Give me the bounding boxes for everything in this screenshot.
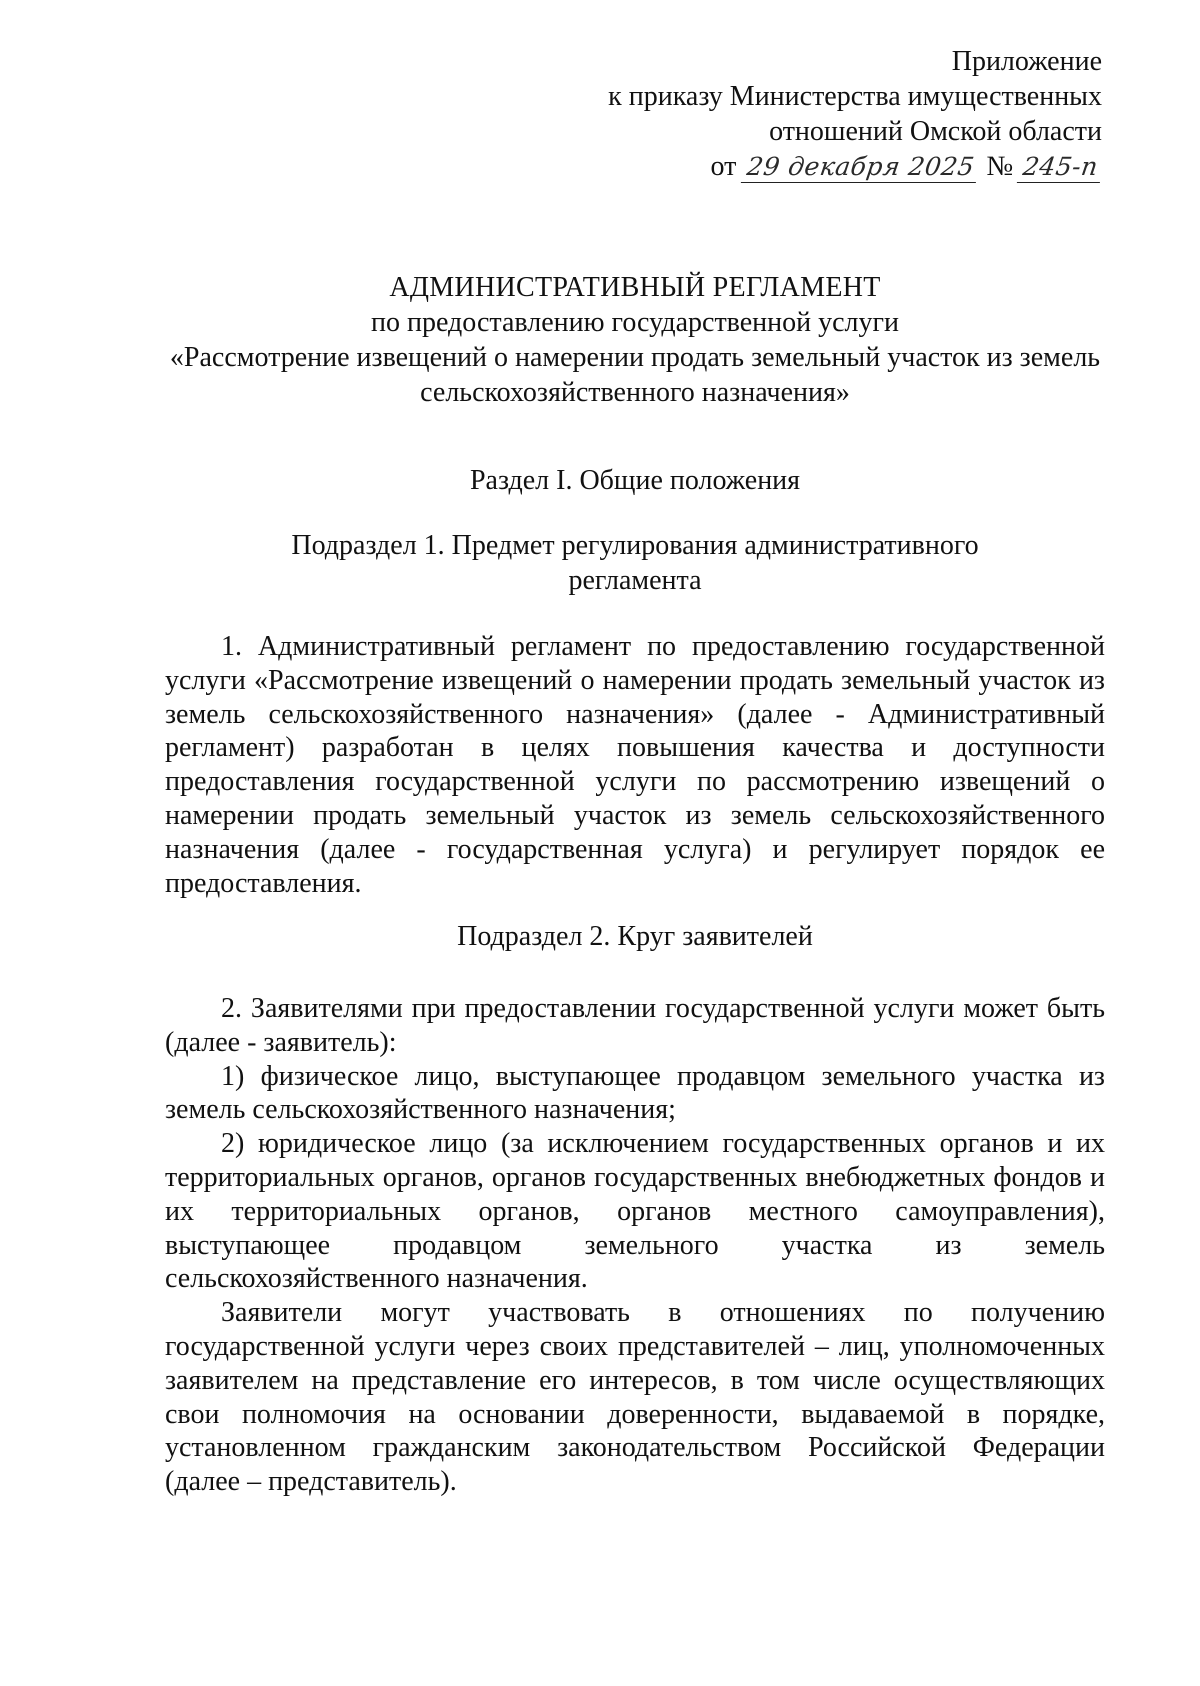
appendix-ministry-line: отношений Омской области — [769, 116, 1102, 147]
appendix-header — [608, 44, 1102, 184]
subsection-1-body — [165, 630, 1105, 900]
subsection-2-heading: Подраздел 2. Круг заявителей — [457, 921, 813, 952]
number-sign: № — [986, 151, 1014, 182]
paragraph-3: Заявители могут участвовать в отношениях по получению государственной услуги через своих представителей – лиц, уполномоченных заявителем на представление его интересов, в том числе осуществляющих свои полномочия на основании доверенности, выдаваемой в порядке, установленном гражданским законодательством Российской Федерации (далее – представитель). — [165, 1297, 1105, 1498]
paragraph-1: 1. Административный регламент по предоставлению государственной услуги «Рассмотрение извещений о намерении продать земельный участок из земель сельскохозяйственного назначения» (далее - Административный регламент) разработан в целях повышения качества и доступности предоставления государственной услуги по рассмотрению извещений о намерении продать земельный участок из земель сельскохозяйственного назначения (далее - государственная услуга) и регулирует порядок ее предоставления. — [165, 631, 1105, 899]
subsection-1-title-line-2: регламента — [568, 565, 702, 596]
list-item-1: 1) физическое лицо, выступающее продавцом земельного участка из земель сельскохозяйственного назначения; — [165, 1060, 1105, 1126]
subsection-1-heading — [165, 528, 1105, 598]
title-line-3: «Рассмотрение извещений о намерении продать земельный участок из земель — [169, 342, 1101, 373]
paragraph-2: 2. Заявителями при предоставлении государственной услуги может быть (далее - заявитель): — [165, 993, 1105, 1058]
document-title — [165, 270, 1105, 410]
section-heading: Раздел I. Общие положения — [469, 465, 801, 496]
title-line-4: сельскохозяйственного назначения» — [420, 377, 850, 408]
title-line-2: по предоставлению государственной услуги — [371, 307, 899, 338]
appendix-date-line — [608, 149, 1102, 184]
date-prefix: от — [710, 151, 737, 182]
list-item-2: 2) юридическое лицо (за исключением государственных органов и их территориальных органов, органов государственных внебюджетных фондов и их территориальных органов, органов местного самоуправления), выступающее продавцом земельного участка из земель сельскохозяйственного назначения. — [165, 1128, 1105, 1295]
subsection-2-body — [165, 992, 1105, 1499]
handwritten-date: 29 декабря 2025 — [741, 152, 980, 183]
handwritten-number: 245-п — [1017, 152, 1104, 183]
subsection-1-title-line-1: Подраздел 1. Предмет регулирования административного — [291, 530, 979, 561]
title-main: АДМИНИСТРАТИВНЫЙ РЕГЛАМЕНТ — [389, 272, 881, 303]
appendix-label: Приложение — [951, 46, 1102, 77]
appendix-order-line: к приказу Министерства имущественных — [608, 81, 1102, 112]
